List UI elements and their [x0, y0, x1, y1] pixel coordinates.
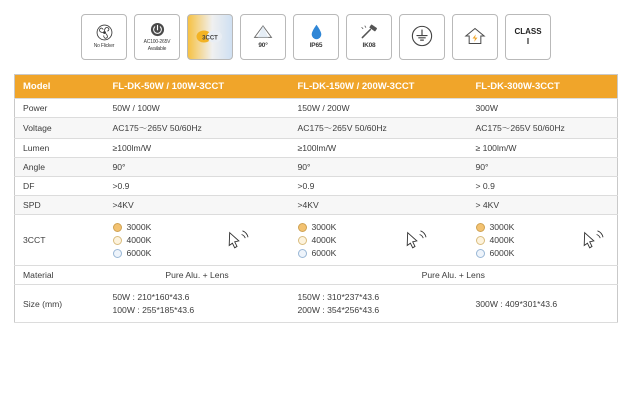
- cell-size-1: [105, 285, 290, 323]
- header-col3: FL-DK-300W-3CCT: [468, 75, 618, 99]
- table-row: [15, 118, 618, 139]
- house-bolt-glyph: [464, 26, 486, 48]
- cell-spd-3: > 4KV: [468, 196, 618, 215]
- ground-glyph: [411, 25, 433, 49]
- cct-option-6000k: [298, 248, 460, 258]
- cct-dot-4000k-icon: [113, 236, 122, 245]
- ik08-icon: [346, 14, 392, 60]
- ac-voltage-label: AC100-265V: [143, 39, 171, 46]
- cell-power-2: 150W / 200W: [290, 99, 468, 118]
- cct-label-6000k: 6000K: [489, 248, 515, 258]
- cct-option-3000k: [298, 222, 460, 232]
- cct-options-col2: [290, 215, 468, 266]
- row-label-lumen: Lumen: [15, 139, 105, 158]
- cell-df-1: >0.9: [105, 177, 290, 196]
- cct-label-4000k: 4000K: [126, 235, 152, 245]
- cct-label-4000k: 4000K: [311, 235, 337, 245]
- header-model: Model: [15, 75, 105, 99]
- class-label: CLASS: [514, 27, 542, 36]
- cct-label-4000k: 4000K: [489, 235, 515, 245]
- class-i-icon: [505, 14, 551, 60]
- cct-options-col3: [468, 215, 618, 266]
- size-line: 300W : 409*301*43.6: [475, 298, 558, 309]
- cct-label-3000k: 3000K: [489, 222, 515, 232]
- fan-glyph: [96, 24, 113, 43]
- cct-glyph: [195, 28, 225, 47]
- cell-df-3: > 0.9: [468, 177, 618, 196]
- no-flicker-icon: [81, 14, 127, 60]
- table-header-row: [15, 75, 618, 99]
- specification-table: [14, 74, 618, 323]
- cell-size-3: [468, 285, 618, 323]
- beam-angle-icon: [240, 14, 286, 60]
- size-line: 150W : 310*237*43.6: [297, 292, 380, 302]
- hammer-glyph: [360, 24, 379, 42]
- cell-lumen-2: ≥100lm/W: [290, 139, 468, 158]
- cct-dot-3000k-icon: [298, 223, 307, 232]
- size-line: 200W : 354*256*43.6: [297, 305, 380, 315]
- cell-voltage-1: AC175～265V 50/60Hz: [105, 118, 290, 139]
- ik08-label: IK08: [362, 42, 376, 50]
- table-row: [15, 196, 618, 215]
- ac-voltage-icon: [134, 14, 180, 60]
- beam-glyph: [253, 24, 273, 42]
- cct-option-3000k: [113, 222, 282, 232]
- row-label-angle: Angle: [15, 158, 105, 177]
- table-row-size: [15, 285, 618, 323]
- cell-material-1: Pure Alu. + Lens: [105, 266, 290, 285]
- ac-voltage-sublabel: Available: [147, 45, 167, 52]
- cell-voltage-3: AC175～265V 50/60Hz: [468, 118, 618, 139]
- table-row: [15, 158, 618, 177]
- table-row: [15, 99, 618, 118]
- feature-icon-strip: [14, 14, 618, 66]
- svg-text:3CCT: 3CCT: [202, 35, 218, 41]
- cell-angle-1: 90°: [105, 158, 290, 177]
- cct-label-3000k: 3000K: [126, 222, 152, 232]
- row-label-spd: SPD: [15, 196, 105, 215]
- cct-selectable-icon: [187, 14, 233, 60]
- cell-material-2: Pure Alu. + Lens: [290, 266, 618, 285]
- surge-protection-icon: [452, 14, 498, 60]
- table-row-cct: [15, 215, 618, 266]
- row-label-voltage: Voltage: [15, 118, 105, 139]
- cct-dot-6000k-icon: [298, 249, 307, 258]
- cct-option-4000k: [113, 235, 282, 245]
- water-drop-glyph: [310, 24, 323, 42]
- cct-dot-3000k-icon: [113, 223, 122, 232]
- table-row: [15, 139, 618, 158]
- hand-pointer-icon: [402, 229, 428, 251]
- row-label-power: Power: [15, 99, 105, 118]
- cct-option-4000k: [298, 235, 460, 245]
- cct-dot-6000k-icon: [476, 249, 485, 258]
- header-col2: FL-DK-150W / 200W-3CCT: [290, 75, 468, 99]
- cell-power-3: 300W: [468, 99, 618, 118]
- cell-spd-1: >4KV: [105, 196, 290, 215]
- table-row: [15, 177, 618, 196]
- row-label-material: Material: [15, 266, 105, 285]
- hand-pointer-icon: [579, 229, 605, 251]
- cell-df-2: >0.9: [290, 177, 468, 196]
- row-label-cct: 3CCT: [15, 215, 105, 266]
- cct-dot-3000k-icon: [476, 223, 485, 232]
- hand-pointer-icon: [224, 229, 250, 251]
- cell-angle-2: 90°: [290, 158, 468, 177]
- cell-lumen-3: ≥ 100lm/W: [468, 139, 618, 158]
- cct-dot-4000k-icon: [298, 236, 307, 245]
- earth-ground-icon: [399, 14, 445, 60]
- size-line: 100W : 255*185*43.6: [112, 305, 195, 315]
- table-row-material: [15, 266, 618, 285]
- power-glyph: [150, 22, 165, 39]
- row-label-size: Size (mm): [15, 285, 105, 323]
- cct-label-6000k: 6000K: [311, 248, 337, 258]
- cct-option-6000k: [113, 248, 282, 258]
- size-line: 50W : 210*160*43.6: [112, 292, 190, 302]
- ip65-label: IP65: [309, 42, 323, 50]
- no-flicker-label: No Flicker: [93, 43, 115, 50]
- beam-angle-label: 90°: [258, 42, 268, 50]
- cell-voltage-2: AC175～265V 50/60Hz: [290, 118, 468, 139]
- cell-angle-3: 90°: [468, 158, 618, 177]
- cct-dot-6000k-icon: [113, 249, 122, 258]
- cct-label-3000k: 3000K: [311, 222, 337, 232]
- header-col1: FL-DK-50W / 100W-3CCT: [105, 75, 290, 99]
- cell-power-1: 50W / 100W: [105, 99, 290, 118]
- cct-label-6000k: 6000K: [126, 248, 152, 258]
- class-value: I: [526, 37, 530, 46]
- row-label-df: DF: [15, 177, 105, 196]
- cct-dot-4000k-icon: [476, 236, 485, 245]
- cell-lumen-1: ≥100lm/W: [105, 139, 290, 158]
- ip65-icon: [293, 14, 339, 60]
- cell-size-2: [290, 285, 468, 323]
- cell-spd-2: >4KV: [290, 196, 468, 215]
- cct-options-col1: [105, 215, 290, 266]
